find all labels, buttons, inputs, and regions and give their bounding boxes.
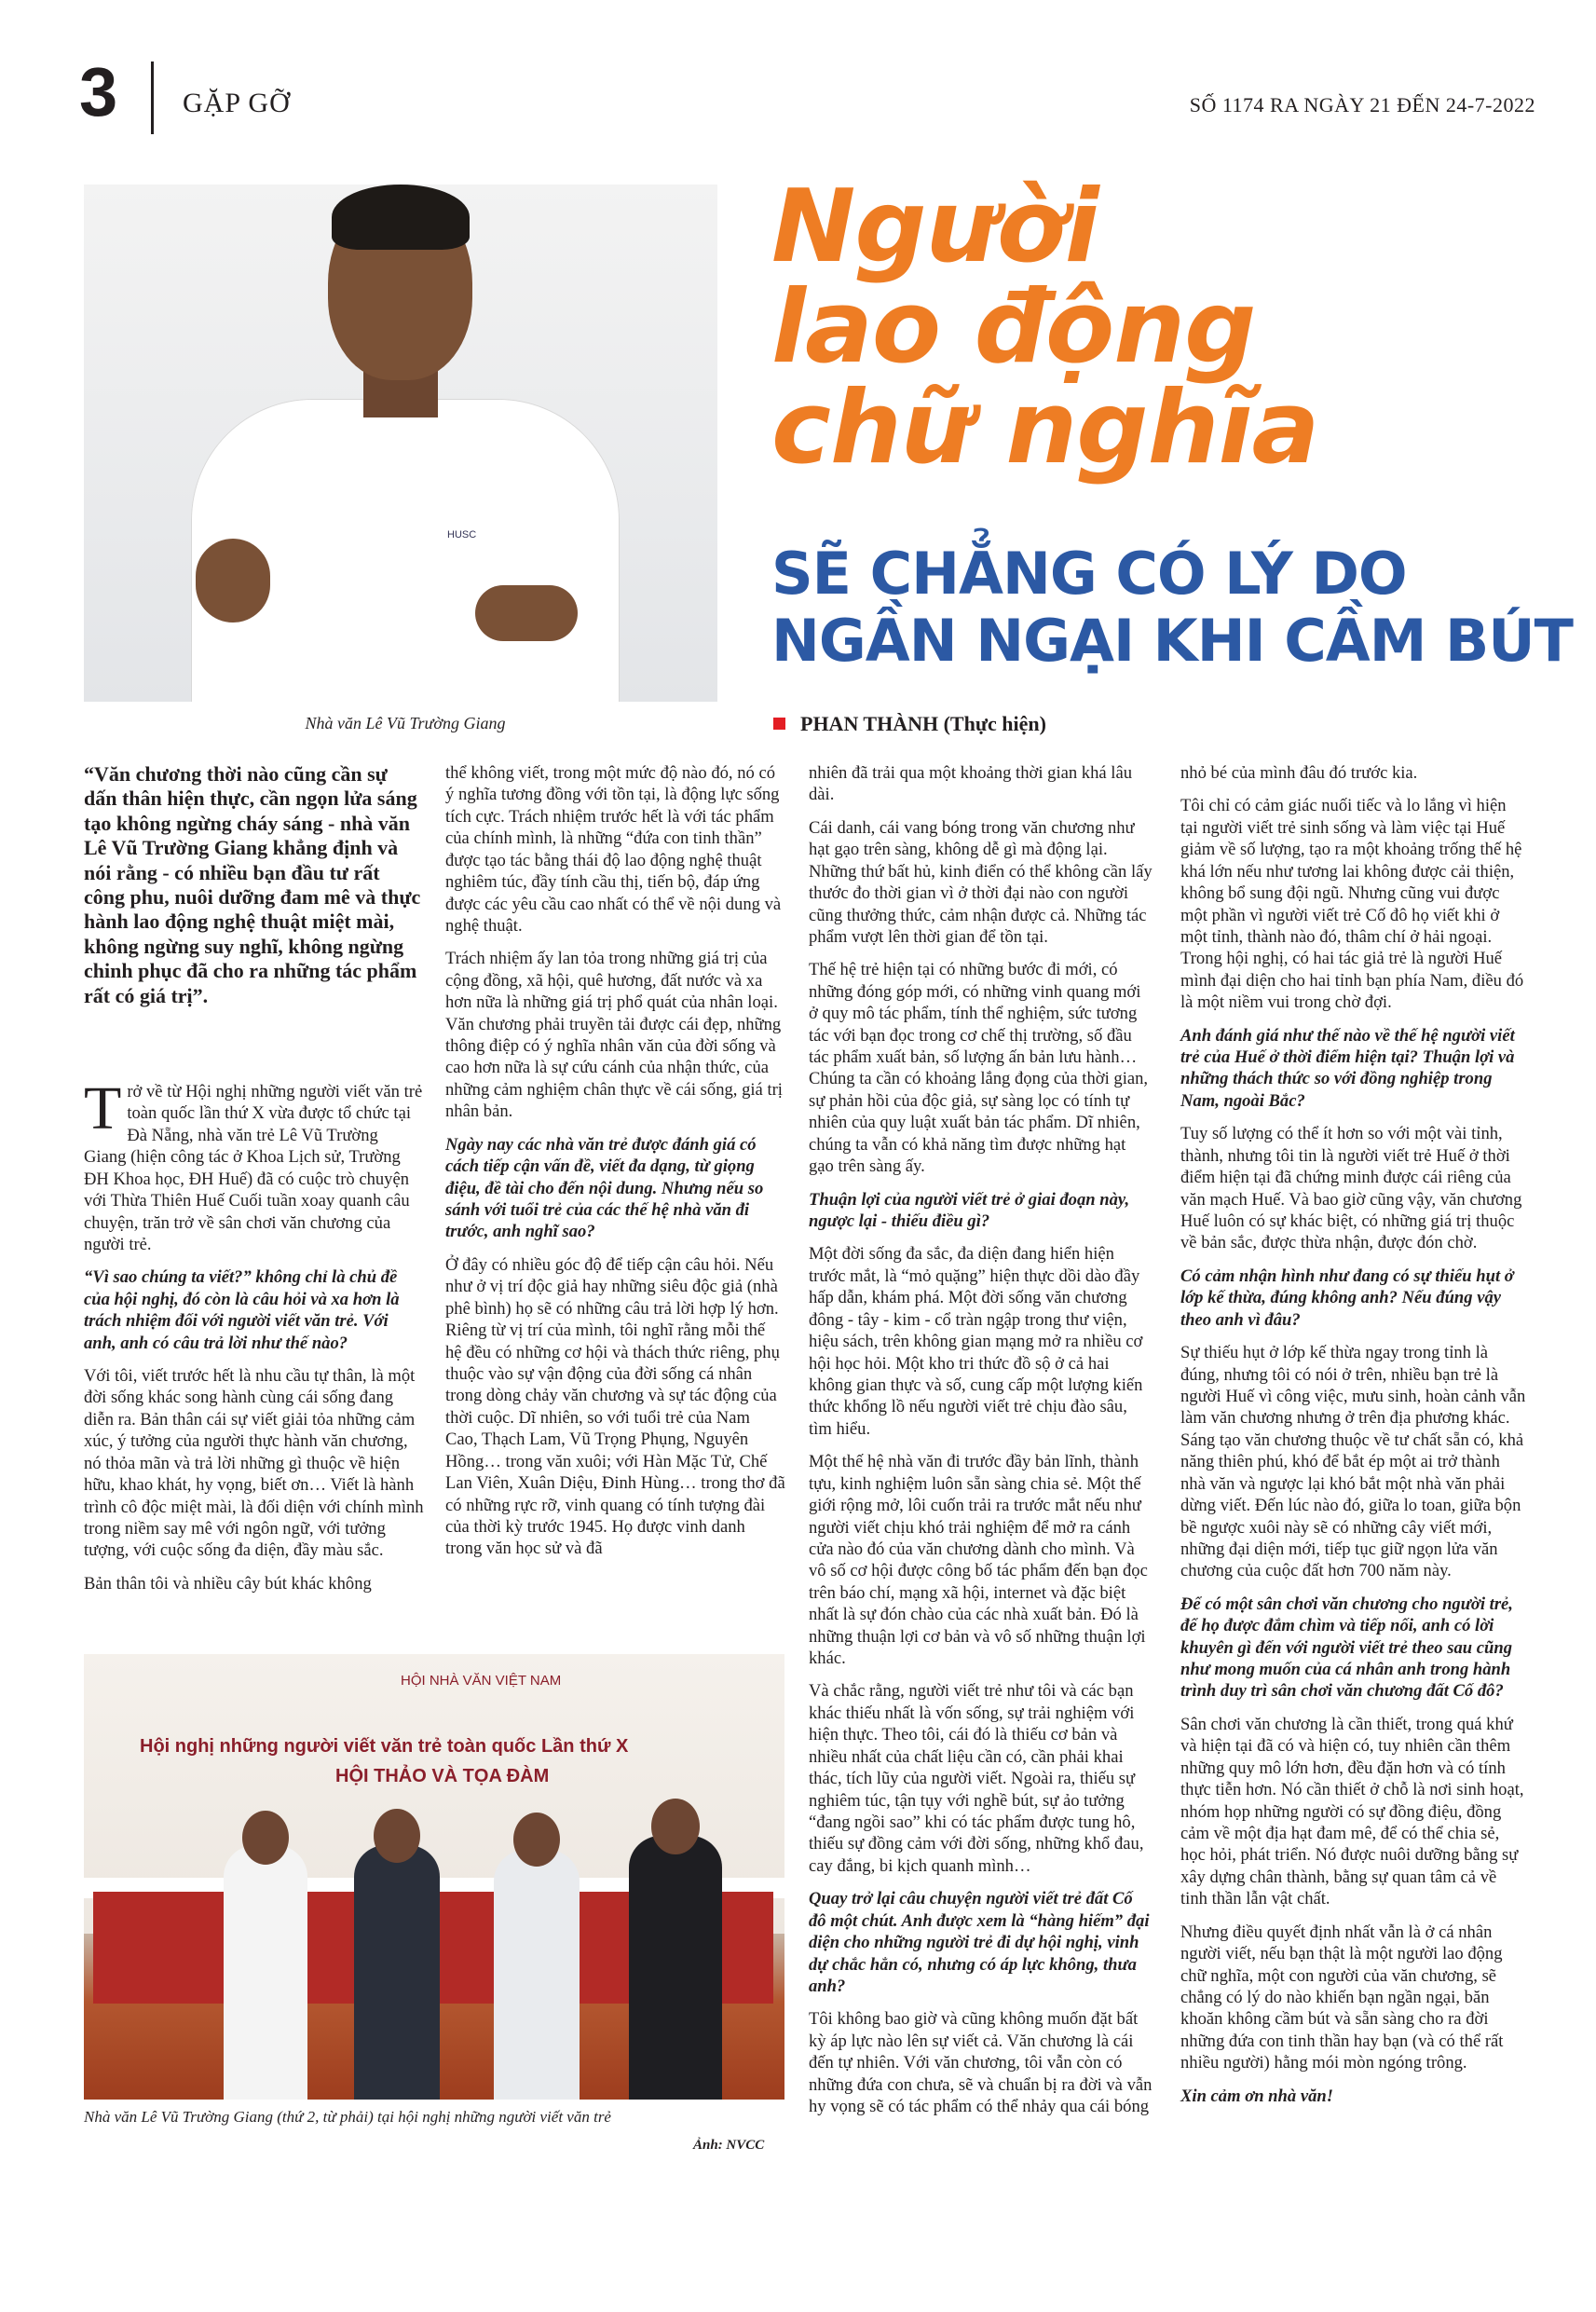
answer-paragraph: Bản thân tôi và nhiều cây bút khác không xyxy=(84,1573,372,1594)
section-name: GẶP GỠ xyxy=(183,88,291,118)
person-1-head xyxy=(242,1811,289,1865)
portrait-caption: Nhà văn Lê Vũ Trường Giang xyxy=(305,714,506,732)
page-number: 3 xyxy=(79,53,118,130)
headline-line-2: lao động xyxy=(771,269,1256,386)
answer-paragraph: Sự thiếu hụt ở lớp kế thừa ngay trong tỉnh là đúng, nhưng tôi có nói ở trên, nhiều bạn trẻ là người Huế vì công việc, mưu sinh, hoàn cảnh vẫn làm văn chương nhưng ở trên địa phương khác. Sáng tạo văn chương thuộc về tư chất sẵn có, khả năng thiên phú, khó để bắt ép một ai trở thành nhà văn và ngược lại khó bắt một nhà văn phải dừng viết. Đến lúc nào đó, giữa lo toan, giữa bộn bề ngược xuôi này sẽ có những cây viết mới, những đại diện mới, tiếp tục giữ ngọn lửa văn chương của cuộc đất hơn 700 năm này. xyxy=(1180,1343,1526,1581)
group-photo xyxy=(84,1654,784,2100)
answer-paragraph: Trách nhiệm ấy lan tỏa trong những giá trị của cộng đồng, xã hội, quê hương, đất nước và xa hơn nữa là những giá trị phổ quát của nhân loại. Văn chương phải truyền tải được cái đẹp, những thông điệp có ý nghĩa nhân văn của đời sống và cao hơn nữa là sự cứu cánh của nhận thức, của những cảm nghiệm chân thực về cái sống, giá trị nhân bản. xyxy=(445,949,783,1122)
subheadline-line-1: SẼ CHẲNG CÓ LÝ DO xyxy=(771,540,1407,608)
answer-paragraph: Tôi chỉ có cảm giác nuối tiếc và lo lắng vì hiện tại người viết trẻ sinh sống và làm việc tại Huế giảm về số lượng, tạo ra một khoảng trống thế hệ khá lớn nếu như tương lai không được cải thiện, không bổ sung đội ngũ. Nhưng cũng vui được một phần vì người viết trẻ Cố đô họ viết khi ở một tỉnh, thành nào đó, thâm chí ở hải ngoại. Trong hội nghị, có hai tác giả trẻ là người Huế mình đại diện cho hai tỉnh bạn phía Nam, điều đó là một niềm vui trong chờ đợi. xyxy=(1180,796,1524,1013)
portrait-left-hand xyxy=(196,539,270,622)
person-3 xyxy=(494,1850,580,2100)
column-2 xyxy=(445,762,785,1571)
shirt-logo: HUSC xyxy=(447,529,477,540)
answer-paragraph: Với tôi, viết trước hết là nhu cầu tự thân, là một đời sống khác song hành cùng cái sống đang diễn ra. Bản thân cái sự viết giải tỏa những cảm xúc, ý tưởng của người thực hành văn chương, nó thỏa mãn và trả lời những gì thuộc về hiện hữu, khao khát, hy vọng, biết ơn… Viết là hành trình cô độc miệt mài, là đối diện với chính mình trong niềm say mê với ngôn ngữ, với tưởng tượng, với cuộc sống đa diện, đầy màu sắc. xyxy=(84,1366,424,1561)
column-3 xyxy=(809,762,1153,2128)
answer-paragraph: Một thế hệ nhà văn đi trước đầy bản lĩnh, thành tựu, kinh nghiệm luôn sẵn sàng chia sẻ. Một thế giới rộng mở, lôi cuốn trải ra trước mắt nếu như người viết chịu khó trải nghiệm để mở ra cánh cửa nào đó của văn chương dành cho mình. Và vô số cơ hội được công bố tác phẩm đến bạn đọc trên báo chí, mạng xã hội, internet và đặc biệt nhất là sự đón chào của các nhà xuất bản. Đó là những thuận lợi cơ bản và vô số những thuận lợi khác. xyxy=(809,1452,1148,1669)
answer-paragraph: thể không viết, trong một mức độ nào đó, nó có ý nghĩa tương đồng với tồn tại, là động lực sống tích cực. Trách nhiệm trước hết là với tác phẩm của chính mình, là những “đứa con tinh thần” được tạo tác bằng thái độ lao động nghệ thuật nghiêm túc, đầy tính cầu thị, tiến bộ, đáp ứng được các yêu cầu cao nhất có thể về nội dung và nghệ thuật. xyxy=(445,763,782,936)
photo-credit: Ảnh: NVCC xyxy=(693,2138,765,2153)
portrait-photo xyxy=(84,185,717,702)
answer-paragraph: Tôi không bao giờ và cũng không muốn đặt bất kỳ áp lực nào lên sự viết cả. Văn chương là cái đến tự nhiên. Với văn chương, tôi vẫn còn có những đứa con chưa, sẽ và chuẩn bị ra đời và vẫn hy vọng sẽ có tác phẩm có thể nhảy qua cái bóng xyxy=(809,2009,1153,2117)
byline-square-icon xyxy=(773,718,785,730)
drop-cap: T xyxy=(84,1074,122,1142)
closing-line: Xin cảm ơn nhà văn! xyxy=(1180,2086,1333,2106)
column-4 xyxy=(1180,762,1527,2118)
portrait-hair xyxy=(332,185,470,250)
headline-line-3: chữ nghĩa xyxy=(771,370,1319,486)
question-3: Thuận lợi của người viết trẻ ở giai đoạn này, ngược lại - thiếu điều gì? xyxy=(809,1189,1130,1232)
group-photo-caption: Nhà văn Lê Vũ Trường Giang (thứ 2, từ phải) tại hội nghị những người viết văn trẻ xyxy=(84,2108,611,2126)
question-6: Có cảm nhận hình như đang có sự thiếu hụt ở lớp kế thừa, đúng không anh? Nếu đúng vậy theo anh vì đâu? xyxy=(1180,1265,1514,1330)
answer-paragraph: Tuy số lượng có thể ít hơn so với một vài tỉnh, thành, nhưng tôi tin là người viết trẻ Huế ở thời điểm hiện tại đã chứng minh được cái riêng của văn mạch Huế. Và bao giờ cũng vậy, văn chương Huế luôn có sự khác biệt, có những giá trị thuộc về bản sắc, được thừa nhận, được đón chờ. xyxy=(1180,1124,1522,1253)
subheadline xyxy=(771,540,1573,675)
person-4 xyxy=(629,1836,722,2100)
answer-paragraph: Sân chơi văn chương là cần thiết, trong quá khứ và hiện tại đã có và hiện có, tuy nhiên cần thêm những quy mô lớn hơn, đều đặn hơn và có tính thực tiễn hơn. Nó cần thiết ở chỗ là nơi sinh hoạt, nhóm họp những người có sự đồng điệu, đồng cảm về một địa hạt đam mê, để có thể chia sẻ, học hỏi, phát triển. Nó được nuôi dưỡng bằng sự xây dựng chân thành, bằng sự quan tâm cả về tinh thần lẫn vật chất. xyxy=(1180,1714,1524,1909)
column-1 xyxy=(84,1074,424,1606)
answer-paragraph: Nhưng điều quyết định nhất vẫn là ở cá nhân người viết, nếu bạn thật là một người lao động chữ nghĩa, một con người của văn chương, sẽ chẳng có lý do nào khiến bạn ngần ngại, băn khoăn không cầm bút và sẵn sàng cho ra đời những đứa con tinh thần hay bạn (và có thể rất nhiều người) hằng mói mòn ngóng trông. xyxy=(1180,1922,1504,2073)
portrait-right-hand xyxy=(475,585,578,641)
answer-paragraph: Một đời sống đa sắc, đa diện đang hiển hiện trước mắt, là “mỏ quặng” hiện thực dồi dào đầy hấp dẫn, khám phá. Một đời sống văn chương đông - tây - kim - cổ tràn ngập trong thư viện, hiệu sách, trên không gian mạng mở ra nhiều cơ hội học hỏi. Một kho tri thức đồ sộ ở cả hai không gian thực và số, cung cấp một lượng kiến thức khổng lồ nếu người viết trẻ chịu đào sâu, tìm hiểu. xyxy=(809,1244,1143,1439)
answer-paragraph: Thế hệ trẻ hiện tại có những bước đi mới, có những đóng góp mới, có những vinh quang mới ở quy mô tác phẩm, tính thể nghiệm, sức tương tác với bạn đọc trong cơ chế thị trường, số đầu tác phẩm xuất bản, số lượng ấn bản lưu hành… Chúng ta cần có khoảng lắng đọng của thời gian, sự phản hồi của độc giả, sự sàng lọc có tính tự nhiên của quy luật xuất bản tác phẩm. Dĩ nhiên, chúng ta vẫn có khả năng tìm được những hạt gạo trên sàng ấy. xyxy=(809,960,1149,1177)
answer-paragraph: nhỏ bé của mình đâu đó trước kia. xyxy=(1180,763,1418,783)
question-5: Anh đánh giá như thế nào về thế hệ người viết trẻ của Huế ở thời điểm hiện tại? Thuận lợi và những thách thức so với đồng nghiệp trong Nam, ngoài Bắc? xyxy=(1180,1025,1515,1111)
answer-paragraph: Ở đây có nhiều góc độ để tiếp cận câu hỏi. Nếu như ở vị trí độc giả hay những siêu độc giả (nhà phê bình) họ sẽ có những câu trả lời hợp lý hơn. Riêng từ vị trí của mình, tôi nghĩ rằng mỗi thế hệ đều có những cơ hội và thách thức riêng, phụ thuộc vào sự vận động của đời sống cá nhân trong dòng chảy văn chương và sự tác động của thời cuộc. Dĩ nhiên, so với tuổi trẻ của Nam Cao, Thạch Lam, Vũ Trọng Phụng, Nguyên Hồng… trong văn xuôi; với Hàn Mặc Tử, Chế Lan Viên, Xuân Diệu, Đinh Hùng… trong thơ đã có những rực rỡ, vinh quang có tính tượng đài của thời kỳ trước 1945. Họ được vinh danh trong văn học sử và đã xyxy=(445,1254,785,1559)
person-2 xyxy=(354,1845,440,2100)
subheadline-line-2: NGẦN NGẠI KHI CẦM BÚT xyxy=(771,606,1573,675)
banner-subtitle: HỘI THẢO VÀ TỌA ĐÀM xyxy=(335,1766,550,1786)
person-2-head xyxy=(374,1809,420,1863)
question-4: Quay trở lại câu chuyện người viết trẻ đất Cố đô một chút. Anh được xem là “hàng hiếm” đại diện cho những người trẻ đi dự hội nghị, vinh dự chắc hẳn có, nhưng có áp lực không, thưa anh? xyxy=(809,1889,1150,1996)
question-1: “Vì sao chúng ta viết?” không chỉ là chủ đề của hội nghị, đó còn là câu hỏi và xa hơn là trách nhiệm đối với người viết văn trẻ. Với anh, anh có câu trả lời như thế nào? xyxy=(84,1267,400,1353)
lead-paragraph: “Văn chương thời nào cũng cần sự dấn thân hiện thực, cần ngọn lửa sáng tạo không ngừng cháy sáng - nhà văn Lê Vũ Trường Giang khẳng định và nói rằng - có nhiều bạn đầu tư rất công phu, nuôi dưỡng đam mê và thực hành lao động nghệ thuật miệt mài, không ngừng suy nghĩ, không ngừng chinh phục đã cho ra những tác phẩm rất có giá trị”. xyxy=(84,762,421,1007)
person-4-head xyxy=(651,1799,700,1854)
question-7: Để có một sân chơi văn chương cho người trẻ, để họ được đắm chìm và tiếp nối, anh có lời khuyên gì đến với người viết trẻ theo sau cũng như mong muốn của cá nhân anh trong hành trình duy trì sân chơi văn chương đất Cố đô? xyxy=(1180,1594,1513,1702)
person-3-head xyxy=(513,1813,560,1867)
person-1 xyxy=(224,1845,307,2100)
answer-paragraph: Và chắc rằng, người viết trẻ như tôi và các bạn khác thiếu nhất là vốn sống, sự trải nghiệm với hiện thực. Theo tôi, cái đó là thiếu cơ bản và nhiều nhất của chất liệu cần có, cần phải khai thác, tích lũy của người viết. Ngoài ra, thiếu sự nghiêm túc, tận tụy với nghề bút, sự ảo tưởng “đang ngồi sao” khi có tác phẩm được tung hô, thiếu sự đồng cảm với đời sống, những khổ đau, cay đắng, bi kịch quanh mình… xyxy=(809,1681,1144,1876)
question-2: Ngày nay các nhà văn trẻ được đánh giá có cách tiếp cận vấn đề, viết đa dạng, từ giọng điệu, đề tài cho đến nội dung. Nhưng nếu so sánh với tuổi trẻ của các thế hệ nhà văn đi trước, anh nghĩ sao? xyxy=(445,1134,764,1242)
byline xyxy=(773,712,1046,736)
intro-text: rở về từ Hội nghị những người viết văn trẻ toàn quốc lần thứ X vừa được tổ chức tại Đà Nẵng, nhà văn trẻ Lê Vũ Trường Giang (hiện công tác ở Khoa Lịch sử, Trường ĐH Khoa học, ĐH Huế) đã có cuộc trò chuyện với Thừa Thiên Huế Cuối tuần xoay quanh câu chuyện, trăn trở về sân chơi văn chương của người trẻ. xyxy=(84,1082,423,1254)
header-divider xyxy=(151,62,154,134)
banner-org: HỘI NHÀ VĂN VIỆT NAM xyxy=(401,1673,562,1689)
headline-line-1: Người xyxy=(771,169,1098,285)
answer-paragraph: nhiên đã trải qua một khoảng thời gian khá lâu dài. xyxy=(809,763,1133,805)
answer-paragraph: Cái danh, cái vang bóng trong văn chương như hạt gạo trên sàng, không dễ gì mà động lại. Những thứ bất hủ, kinh điển có thể không cần lấy thước đo thời gian vì ở thời đại nào con người cũng thưởng thức, cảm nhận được cả. Những tác phẩm vượt lên thời gian để tồn tại. xyxy=(809,817,1153,947)
banner-title: Hội nghị những người viết văn trẻ toàn quốc Lần thứ X xyxy=(140,1736,629,1757)
issue-info: SỐ 1174 RA NGÀY 21 ĐẾN 24-7-2022 xyxy=(1189,93,1535,116)
byline-text: PHAN THÀNH (Thực hiện) xyxy=(800,712,1046,735)
headline xyxy=(771,169,1319,486)
